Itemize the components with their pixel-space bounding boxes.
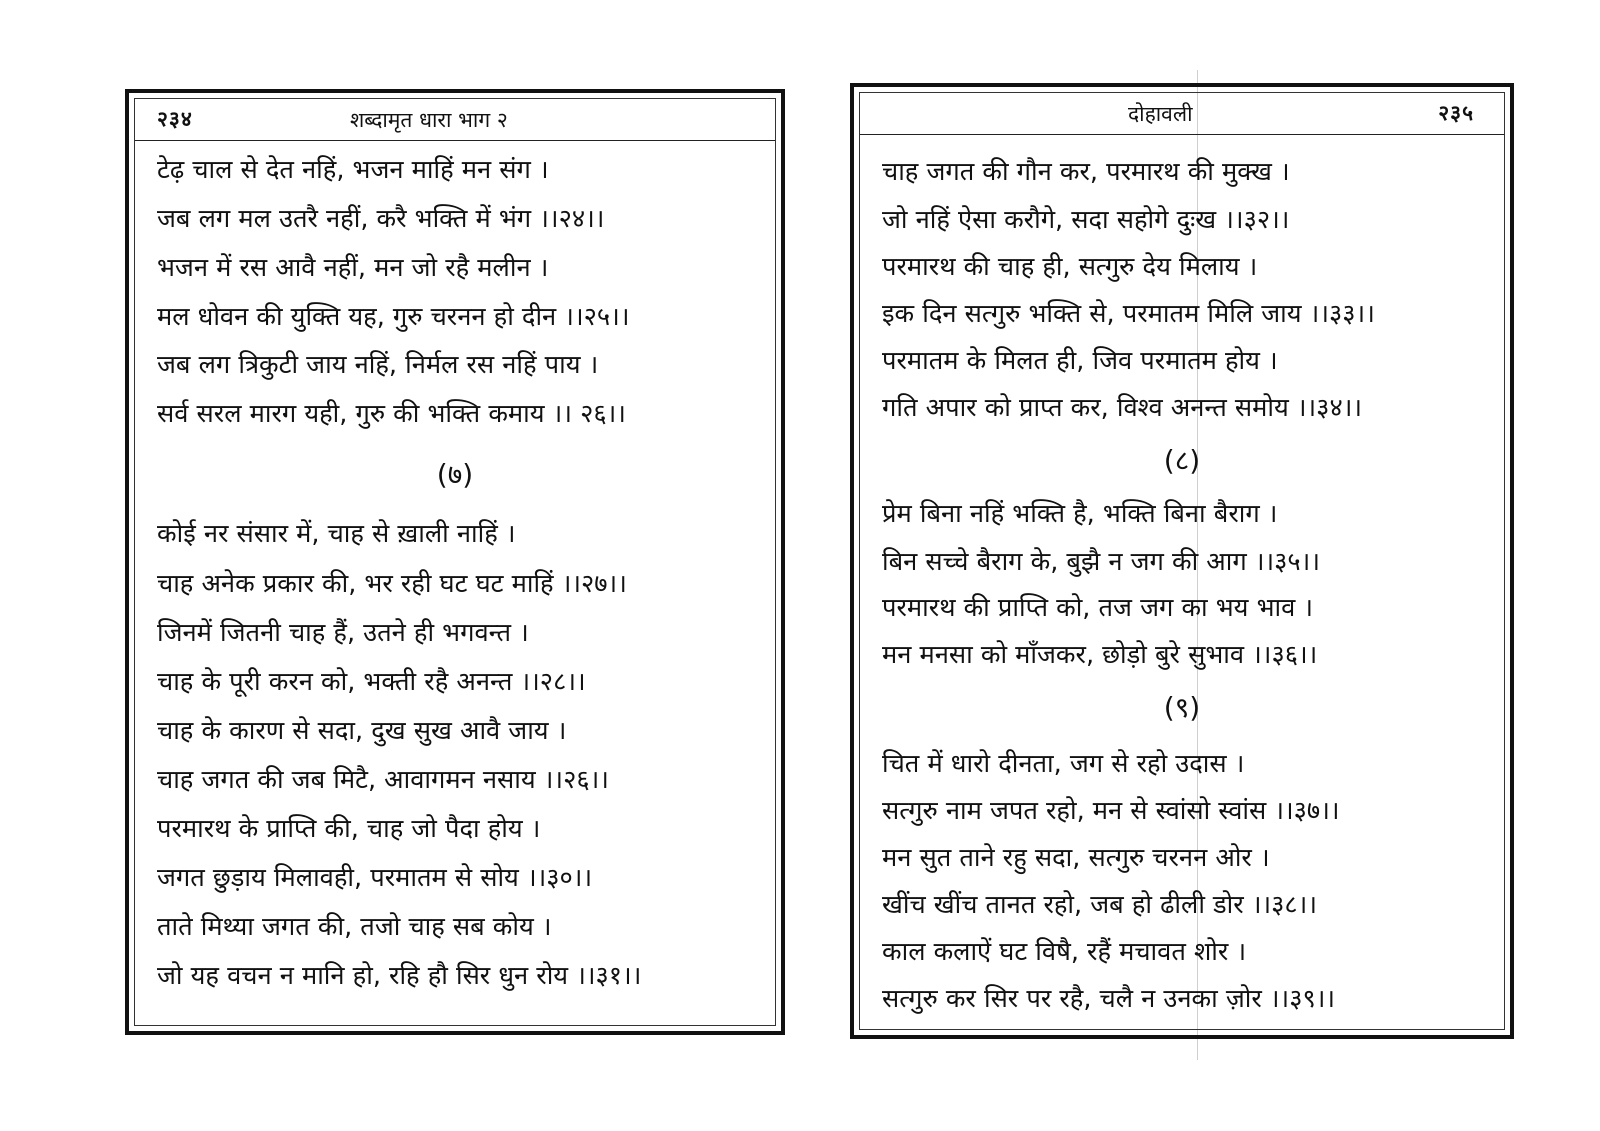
- verse-line: खींच खींच तानत रहो, जब हो ढीली डोर ।।३८।।: [882, 890, 1318, 920]
- verse-line: मन मनसा को माँजकर, छोड़ो बुरे सुभाव ।।३६।।: [882, 640, 1318, 670]
- verse-line: जो नहिं ऐसा करौगे, सदा सहोगे दुःख ।।३२।।: [882, 205, 1290, 235]
- verse-line: परमारथ की चाह ही, सत्गुरु देय मिलाय ।: [882, 252, 1258, 282]
- verse-line: चाह जगत की जब मिटै, आवागमन नसाय ।।२६।।: [157, 765, 609, 795]
- left-page-header: [135, 99, 775, 141]
- page-number: २३४: [157, 107, 193, 131]
- verse-line: चाह जगत की गौन कर, परमारथ की मुक्ख ।: [882, 157, 1290, 187]
- verse-line: जिनमें जितनी चाह हैं, उतने ही भगवन्त ।: [157, 618, 529, 648]
- section-heading: (९): [1163, 691, 1201, 724]
- page-number: २३५: [1438, 101, 1474, 125]
- verse-line: परमारथ की प्राप्ति को, तज जग का भय भाव ।: [882, 593, 1314, 623]
- section-heading: (७): [436, 458, 474, 491]
- verse-line: जगत छुड़ाय मिलावही, परमातम से सोय ।।३०।।: [157, 863, 593, 893]
- verse-line: परमातम के मिलत ही, जिव परमातम होय ।: [882, 346, 1278, 376]
- left-page: [125, 89, 785, 1035]
- verse-line: कोई नर संसार में, चाह से ख़ाली नाहिं ।: [157, 519, 516, 549]
- verse-line: काल कलाऐं घट विषै, रहैं मचावत शोर ।: [882, 937, 1247, 967]
- right-page-frame: [859, 92, 1505, 1030]
- running-title: शब्दामृत धारा भाग २: [350, 108, 508, 132]
- left-page-body: [135, 141, 775, 1025]
- verse-line: प्रेम बिना नहिं भक्ति है, भक्ति बिना बैराग ।: [882, 499, 1278, 529]
- verse-line: चाह के कारण से सदा, दुख सुख आवै जाय ।: [157, 716, 567, 746]
- verse-line: भजन में रस आवै नहीं, मन जो रहै मलीन ।: [157, 253, 549, 283]
- verse-line: सत्गुरु नाम जपत रहो, मन से स्वांसो स्वांस ।।३७।।: [882, 796, 1340, 826]
- verse-line: जो यह वचन न मानि हो, रहि हौ सिर धुन रोय ।।३१।।: [157, 961, 642, 991]
- verse-line: टेढ़ चाल से देत नहिं, भजन माहिं मन संग ।: [157, 155, 549, 185]
- verse-line: चित में धारो दीनता, जग से रहो उदास ।: [882, 749, 1245, 779]
- verse-line: जब लग त्रिकुटी जाय नहिं, निर्मल रस नहिं पाय ।: [157, 350, 599, 380]
- verse-line: इक दिन सत्गुरु भक्ति से, परमातम मिलि जाय ।।३३।।: [882, 299, 1375, 329]
- verse-line: गति अपार को प्राप्त कर, विश्व अनन्त समोय ।।३४।।: [882, 393, 1363, 423]
- right-page-body: [860, 135, 1504, 1029]
- verse-line: जब लग मल उतरै नहीं, करै भक्ति में भंग ।।२४।।: [157, 204, 605, 234]
- left-page-frame: [134, 98, 776, 1026]
- right-page-header: [860, 93, 1504, 135]
- verse-line: ताते मिथ्या जगत की, तजो चाह सब कोय ।: [157, 912, 552, 942]
- right-page: [850, 83, 1514, 1039]
- verse-line: सत्गुरु कर सिर पर रहै, चलै न उनका ज़ोर ।।३९।।: [882, 984, 1336, 1014]
- verse-line: परमारथ के प्राप्ति की, चाह जो पैदा होय ।: [157, 814, 541, 844]
- verse-line: चाह अनेक प्रकार की, भर रही घट घट माहिं ।।२७।।: [157, 569, 627, 599]
- verse-line: मन सुत ताने रहु सदा, सत्गुरु चरनन ओर ।: [882, 843, 1270, 873]
- verse-line: सर्व सरल मारग यही, गुरु की भक्ति कमाय ।। २६।।: [157, 399, 626, 429]
- verse-line: मल धोवन की युक्ति यह, गुरु चरनन हो दीन ।।२५।।: [157, 302, 630, 332]
- verse-line: चाह के पूरी करन को, भक्ती रहै अनन्त ।।२८।।: [157, 667, 586, 697]
- section-heading: (८): [1163, 444, 1201, 477]
- verse-line: बिन सच्चे बैराग के, बुझै न जग की आग ।।३५।।: [882, 547, 1321, 577]
- running-title: दोहावली: [1128, 102, 1193, 126]
